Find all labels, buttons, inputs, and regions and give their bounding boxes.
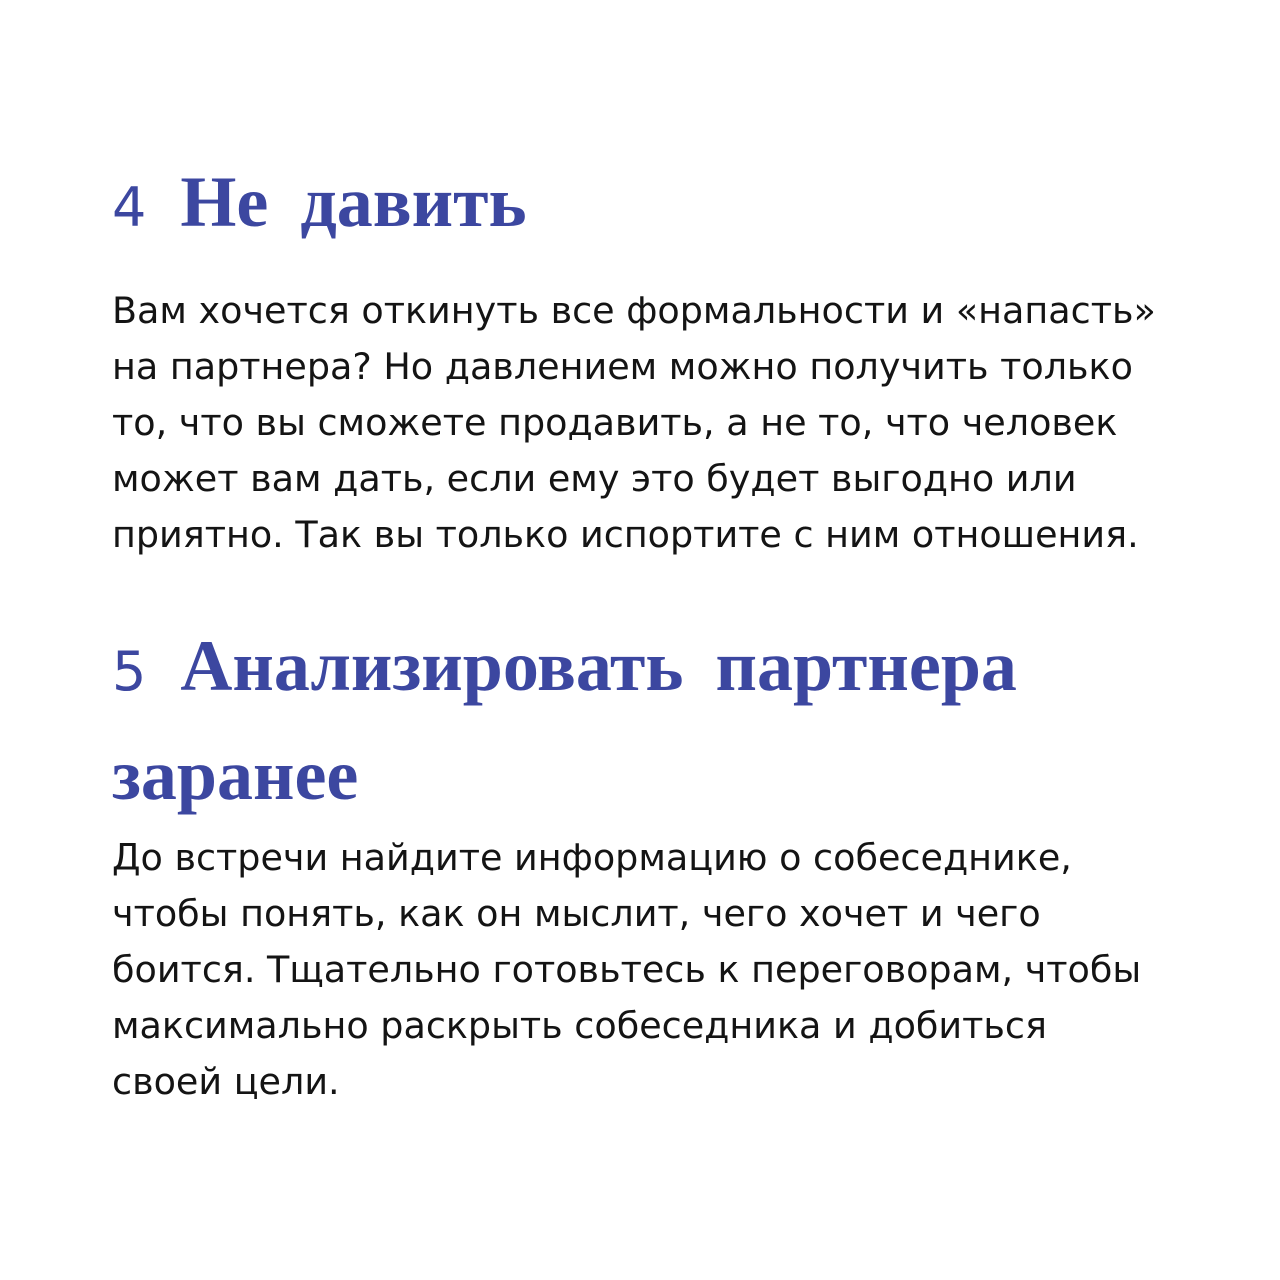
section-5-number: 5 [112, 640, 147, 703]
body-line: чтобы понять, как он мыслит, чего хочет и чего [112, 892, 1041, 935]
body-line: на партнера? Но давлением можно получить только [112, 345, 1133, 388]
body-line: то, что вы сможете продавить, а не то, что человек [112, 401, 1118, 444]
section-4-number: 4 [112, 176, 147, 239]
body-line: боится. Тщательно готовьтесь к переговорам, чтобы [112, 948, 1142, 991]
body-line: своей цели. [112, 1060, 340, 1103]
body-line: Вам хочется откинуть все формальности и «напасть» [112, 289, 1156, 332]
section-5-body [112, 830, 1242, 1110]
section-5-title-line1: Анализировать партнера [180, 626, 1017, 706]
body-line: может вам дать, если ему это будет выгодно или [112, 457, 1077, 500]
section-4-heading [112, 160, 527, 261]
section-4-body [112, 283, 1242, 563]
body-line: До встречи найдите информацию о собеседнике, [112, 836, 1072, 879]
section-4-title: Не давить [180, 162, 527, 242]
body-line: максимально раскрыть собеседника и добиться [112, 1004, 1047, 1047]
section-5-heading [112, 620, 1017, 821]
section-5-title-line2: заранее [112, 735, 359, 815]
body-line: приятно. Так вы только испортите с ним отношения. [112, 513, 1139, 556]
